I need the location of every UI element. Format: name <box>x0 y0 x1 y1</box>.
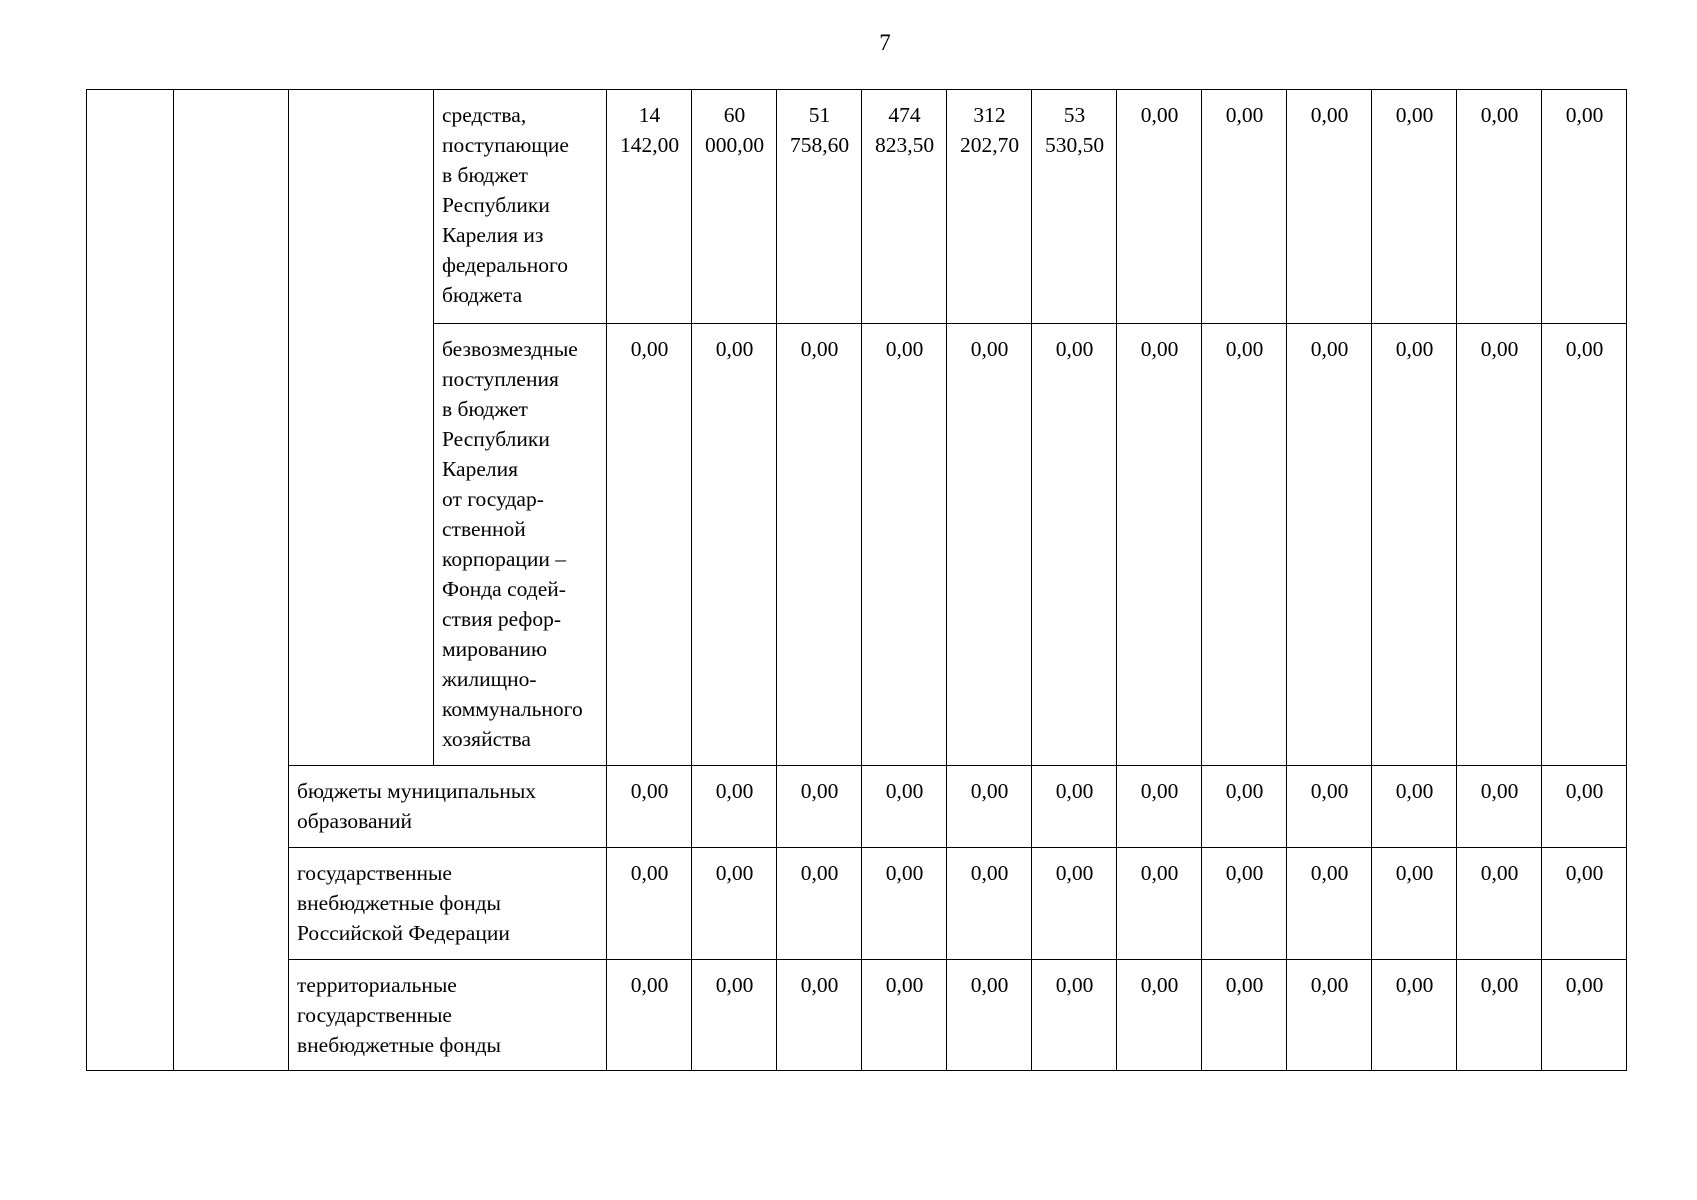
value-cell: 0,00 <box>777 960 862 1071</box>
value-cell: 0,00 <box>947 960 1032 1071</box>
value-cell: 0,00 <box>1032 766 1117 848</box>
value-cell: 0,00 <box>1032 324 1117 766</box>
value-cell: 0,00 <box>1372 90 1457 324</box>
value-cell: 0,00 <box>947 848 1032 960</box>
value-cell: 0,00 <box>1202 324 1287 766</box>
value-cell: 0,00 <box>1457 90 1542 324</box>
value-cell: 0,00 <box>862 766 947 848</box>
value-cell: 0,00 <box>1117 848 1202 960</box>
row-label: средства, поступающие в бюджет Республики Карелия из федерального бюджета <box>434 90 607 324</box>
value-cell: 0,00 <box>1542 90 1627 324</box>
value-cell: 0,00 <box>862 960 947 1071</box>
value-cell: 14 142,00 <box>607 90 692 324</box>
value-cell: 0,00 <box>692 848 777 960</box>
value-cell: 0,00 <box>1287 90 1372 324</box>
value-cell: 0,00 <box>1372 766 1457 848</box>
value-cell: 0,00 <box>862 324 947 766</box>
value-cell: 0,00 <box>1542 766 1627 848</box>
table-row <box>87 90 1627 324</box>
value-cell: 0,00 <box>1117 960 1202 1071</box>
value-cell: 0,00 <box>1542 960 1627 1071</box>
value-cell: 0,00 <box>1287 960 1372 1071</box>
value-cell: 0,00 <box>1117 90 1202 324</box>
value-cell: 0,00 <box>692 766 777 848</box>
empty-cell-col3 <box>289 90 434 766</box>
row-label: безвозмездные поступления в бюджет Республики Карелия от государ- ственной корпорации – Фонда содей- ствия рефор- мированию жилищно- коммунального хозяйства <box>434 324 607 766</box>
value-cell: 0,00 <box>947 766 1032 848</box>
value-cell: 0,00 <box>1202 90 1287 324</box>
financing-table <box>86 89 1627 1071</box>
value-cell: 51 758,60 <box>777 90 862 324</box>
value-cell: 0,00 <box>607 766 692 848</box>
table-row <box>87 848 1627 960</box>
row-label: территориальные государственные внебюджетные фонды <box>289 960 607 1071</box>
value-cell: 0,00 <box>777 848 862 960</box>
value-cell: 474 823,50 <box>862 90 947 324</box>
value-cell: 0,00 <box>947 324 1032 766</box>
row-label: государственные внебюджетные фонды Российской Федерации <box>289 848 607 960</box>
value-cell: 0,00 <box>692 960 777 1071</box>
value-cell: 0,00 <box>1202 766 1287 848</box>
value-cell: 0,00 <box>1117 766 1202 848</box>
value-cell: 0,00 <box>777 766 862 848</box>
value-cell: 0,00 <box>1032 848 1117 960</box>
value-cell: 0,00 <box>1542 848 1627 960</box>
value-cell: 53 530,50 <box>1032 90 1117 324</box>
table-row <box>87 960 1627 1071</box>
value-cell: 0,00 <box>607 324 692 766</box>
value-cell: 0,00 <box>1117 324 1202 766</box>
value-cell: 0,00 <box>607 848 692 960</box>
value-cell: 0,00 <box>1372 324 1457 766</box>
value-cell: 0,00 <box>862 848 947 960</box>
empty-cell-col1 <box>87 90 174 1071</box>
value-cell: 0,00 <box>692 324 777 766</box>
row-label: бюджеты муниципальных образований <box>289 766 607 848</box>
value-cell: 0,00 <box>1202 848 1287 960</box>
value-cell: 0,00 <box>1287 324 1372 766</box>
value-cell: 0,00 <box>1287 848 1372 960</box>
value-cell: 0,00 <box>1287 766 1372 848</box>
value-cell: 0,00 <box>1372 960 1457 1071</box>
value-cell: 312 202,70 <box>947 90 1032 324</box>
value-cell: 0,00 <box>1542 324 1627 766</box>
page-number: 7 <box>879 30 891 55</box>
value-cell: 0,00 <box>1032 960 1117 1071</box>
value-cell: 0,00 <box>777 324 862 766</box>
value-cell: 0,00 <box>1457 766 1542 848</box>
value-cell: 0,00 <box>1372 848 1457 960</box>
value-cell: 60 000,00 <box>692 90 777 324</box>
empty-cell-col2 <box>174 90 289 1071</box>
table-row <box>87 766 1627 848</box>
value-cell: 0,00 <box>1457 960 1542 1071</box>
value-cell: 0,00 <box>1202 960 1287 1071</box>
value-cell: 0,00 <box>1457 324 1542 766</box>
value-cell: 0,00 <box>607 960 692 1071</box>
value-cell: 0,00 <box>1457 848 1542 960</box>
